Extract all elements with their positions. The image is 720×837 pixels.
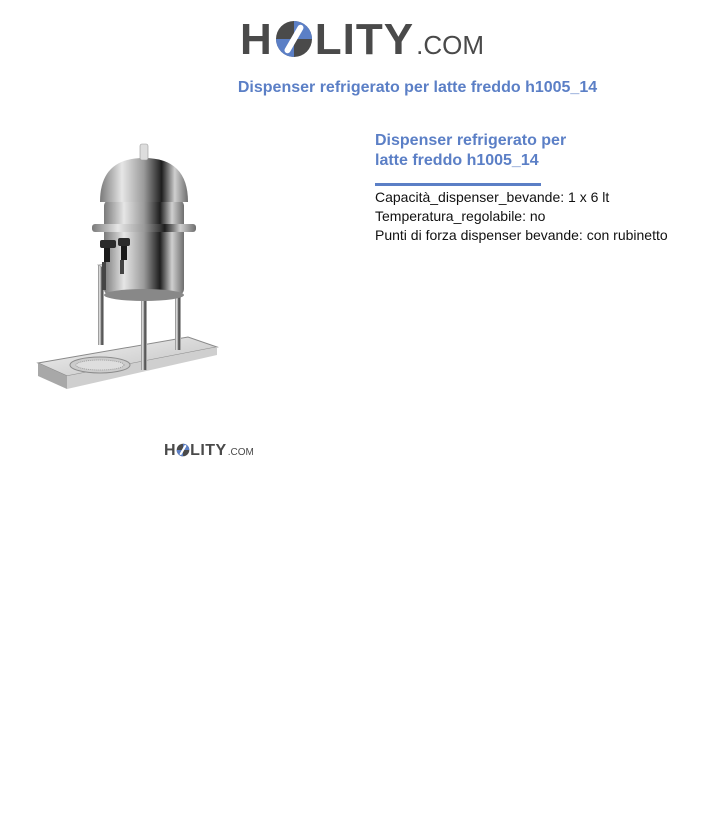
product-details [375, 131, 705, 245]
divider [375, 183, 541, 186]
holity-o-mark-icon [176, 443, 190, 457]
product-image [30, 140, 225, 400]
attribute-features: Punti di forza dispenser bevande: con rubinetto [375, 227, 668, 243]
attribute-temperature: Temperatura_regolabile: no [375, 208, 546, 224]
logo-text-start: H [240, 15, 273, 64]
holity-o-mark-icon [274, 19, 314, 59]
logo-text-end: LITY [314, 15, 415, 64]
site-logo[interactable] [240, 14, 484, 64]
image-watermark-logo [164, 441, 254, 461]
attribute-capacity: Capacità_dispenser_bevande: 1 x 6 lt [375, 189, 610, 205]
logo-suffix: .COM [416, 30, 484, 60]
page-title: Dispenser refrigerato per latte freddo h1005_14 [237, 79, 598, 96]
logo-suffix: .COM [227, 447, 254, 458]
logo-text-end: LITY [190, 442, 227, 459]
product-name: Dispenser refrigerato per latte freddo h1005_14 [375, 132, 567, 169]
logo-text-start: H [164, 442, 177, 459]
